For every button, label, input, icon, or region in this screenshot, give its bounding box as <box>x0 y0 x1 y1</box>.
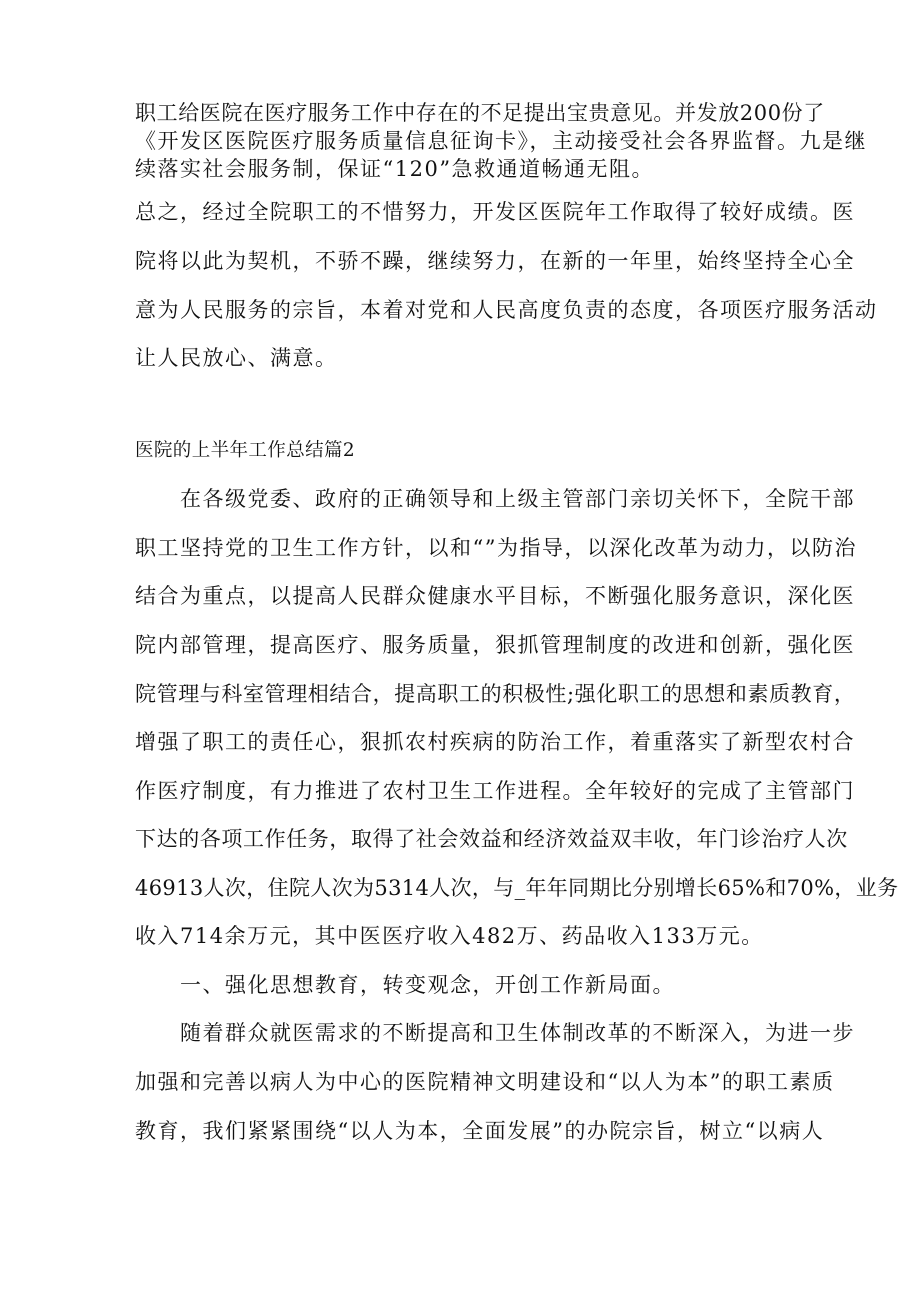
heading-one: 一、强化思想教育，转变观念，开创工作新局面。 <box>180 973 675 997</box>
intro-line-4: 院内部管理，提高医疗、服务质量，狠抓管理制度的改进和创新，强化医 <box>135 633 855 657</box>
paragraph-one-line-3: 教育，我们紧紧围绕“以人为本，全面发展”的办院宗旨，树立“以病人 <box>135 1119 825 1143</box>
continuation-line-3: 续落实社会服务制，保证“120”急救通道畅通无阻。 <box>135 157 655 181</box>
intro-line-5: 院管理与科室管理相结合，提高职工的积极性;强化职工的思想和素质教育， <box>135 682 856 706</box>
intro-line-1: 在各级党委、政府的正确领导和上级主管部门亲切关怀下，全院干部 <box>180 487 855 511</box>
intro-line-8: 下达的各项工作任务，取得了社会效益和经济效益双丰收，年门诊治疗人次 <box>135 827 848 851</box>
summary-line-4: 让人民放心、满意。 <box>135 346 338 370</box>
intro-line-6: 增强了职工的责任心，狠抓农村疾病的防治工作，着重落实了新型农村合 <box>135 730 855 754</box>
summary-line-1: 总之，经过全院职工的不惜努力，开发区医院年工作取得了较好成绩。医 <box>135 200 855 224</box>
continuation-line-2: 《开发区医院医疗服务质量信息征询卡》，主动接受社会各界监督。九是继 <box>135 129 867 153</box>
summary-line-3: 意为人民服务的宗旨，本着对党和人民高度负责的态度，各项医疗服务活动 <box>135 298 878 322</box>
paragraph-one-line-2: 加强和完善以病人为中心的医院精神文明建设和“以人为本”的职工素质 <box>135 1070 835 1094</box>
section-title: 医院的上半年工作总结篇2 <box>135 440 356 461</box>
intro-line-2: 职工坚持党的卫生工作方针，以和“”为指导，以深化改革为动力，以防治 <box>135 536 857 560</box>
summary-line-2: 院将以此为契机，不骄不躁，继续努力，在新的一年里，始终坚持全心全 <box>135 249 855 273</box>
intro-line-10: 收入714余万元，其中医医疗收入482万、药品收入133万元。 <box>135 924 764 948</box>
intro-line-3: 结合为重点，以提高人民群众健康水平目标，不断强化服务意识，深化医 <box>135 584 855 608</box>
intro-line-7: 作医疗制度，有力推进了农村卫生工作进程。全年较好的完成了主管部门 <box>135 779 855 803</box>
continuation-line-1: 职工给医院在医疗服务工作中存在的不足提出宝贵意见。并发放200份了 <box>135 101 825 125</box>
paragraph-one-line-1: 随着群众就医需求的不断提高和卫生体制改革的不断深入，为进一步 <box>180 1021 855 1045</box>
intro-line-9: 46913人次，住院人次为5314人次，与_年年同期比分别增长65%和70%，业务 <box>135 876 899 900</box>
